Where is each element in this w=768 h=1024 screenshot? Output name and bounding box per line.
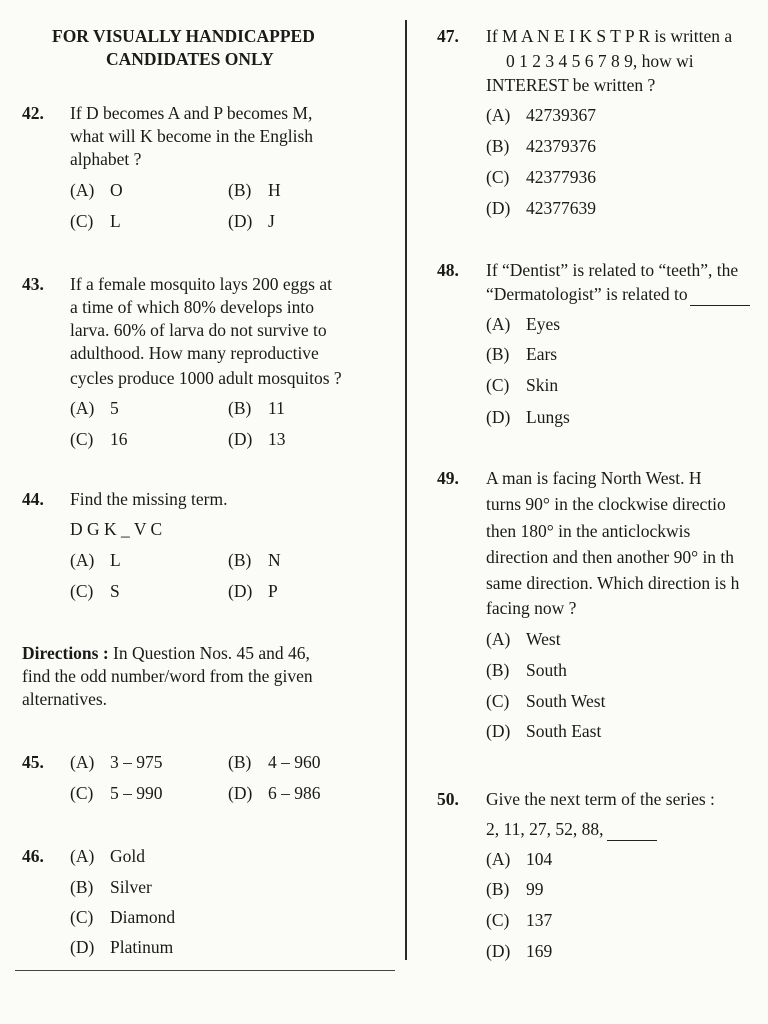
option-b: (B) 4 – 960 [228,752,321,772]
option-b: (B) Ears [486,344,558,364]
option-a: (A) L [70,550,121,570]
question-number: 50. [437,789,459,809]
option-a: (A) Gold [70,846,145,866]
column-divider [405,20,407,960]
option-d: (D) Lungs [486,407,570,427]
question-number: 47. [437,26,459,46]
option-b: (B) 42379376 [486,136,596,156]
option-b: (B) 99 [486,879,544,899]
question-text-line: alphabet ? [70,149,142,169]
option-b: (B) N [228,550,281,570]
question-number: 49. [437,468,459,488]
question-text-line: INTEREST be written ? [486,75,656,95]
question-text-line: If “Dentist” is related to “teeth”, the [486,260,739,280]
option-b: (B) H [228,180,281,200]
answer-blank [690,284,750,306]
question-number: 45. [22,752,44,772]
option-d: (D) 169 [486,941,553,961]
question-text-line: what will K become in the English [70,126,314,146]
header-line-2: CANDIDATES ONLY [106,49,274,69]
option-c: (C) 137 [486,910,553,930]
question-text-line: Find the missing term. [70,489,228,509]
question-text-line: Give the next term of the series : [486,789,715,809]
question-text-line: a time of which 80% develops into [70,297,314,317]
directions-line-1: Directions : In Question Nos. 45 and 46, [22,643,310,663]
option-d: (D) J [228,211,275,231]
letter-series: D G K _ V C [70,519,163,539]
question-number: 42. [22,103,44,123]
option-a: (A) 3 – 975 [70,752,163,772]
question-text-line: direction and then another 90° in th [486,547,735,567]
directions-line-2: find the odd number/word from the given [22,666,313,686]
option-d: (D) Platinum [70,937,174,957]
option-c: (C) Diamond [70,907,176,927]
option-c: (C) L [70,211,121,231]
question-text-line: A man is facing North West. H [486,468,702,488]
option-a: (A) O [70,180,123,200]
answer-blank [607,819,657,841]
option-a: (A) Eyes [486,314,561,334]
question-text-line: “Dermatologist” is related to [486,284,750,306]
option-a: (A) 42739367 [486,105,596,125]
option-a: (A) 104 [486,849,553,869]
number-series: 2, 11, 27, 52, 88, [486,819,657,841]
question-text-line: larva. 60% of larva do not survive to [70,320,327,340]
option-c: (C) Skin [486,375,559,395]
header-line-1: FOR VISUALLY HANDICAPPED [52,26,315,46]
question-number: 44. [22,489,44,509]
option-d: (D) 6 – 986 [228,783,321,803]
option-b: (B) Silver [70,877,152,897]
option-b: (B) South [486,660,567,680]
question-text-line: If a female mosquito lays 200 eggs at [70,274,332,294]
option-b: (B) 11 [228,398,285,418]
question-text-line: If M A N E I K S T P R is written a [486,26,733,46]
option-c: (C) 5 – 990 [70,783,163,803]
directions-label: Directions : [22,643,109,663]
option-d: (D) 13 [228,429,286,449]
question-text-line: If D becomes A and P becomes M, [70,103,313,123]
question-text-line: cycles produce 1000 adult mosquitos ? [70,368,342,388]
option-d: (D) P [228,581,278,601]
question-number: 46. [22,846,44,866]
option-c: (C) 42377936 [486,167,596,187]
question-number: 48. [437,260,459,280]
option-a: (A) 5 [70,398,119,418]
question-number: 43. [22,274,44,294]
question-text-line: 0 1 2 3 4 5 6 7 8 9, how wi [506,51,694,71]
option-c: (C) 16 [70,429,128,449]
option-d: (D) 42377639 [486,198,596,218]
question-text-line: turns 90° in the clockwise directio [486,494,726,514]
question-text-line: same direction. Which direction is h [486,573,740,593]
option-d: (D) South East [486,721,602,741]
question-text-line: facing now ? [486,598,577,618]
directions-line-3: alternatives. [22,689,108,709]
bottom-rule [15,970,395,971]
option-c: (C) S [70,581,120,601]
question-text-line: then 180° in the anticlockwis [486,521,691,541]
option-c: (C) South West [486,691,606,711]
question-text-line: adulthood. How many reproductive [70,343,319,363]
option-a: (A) West [486,629,561,649]
